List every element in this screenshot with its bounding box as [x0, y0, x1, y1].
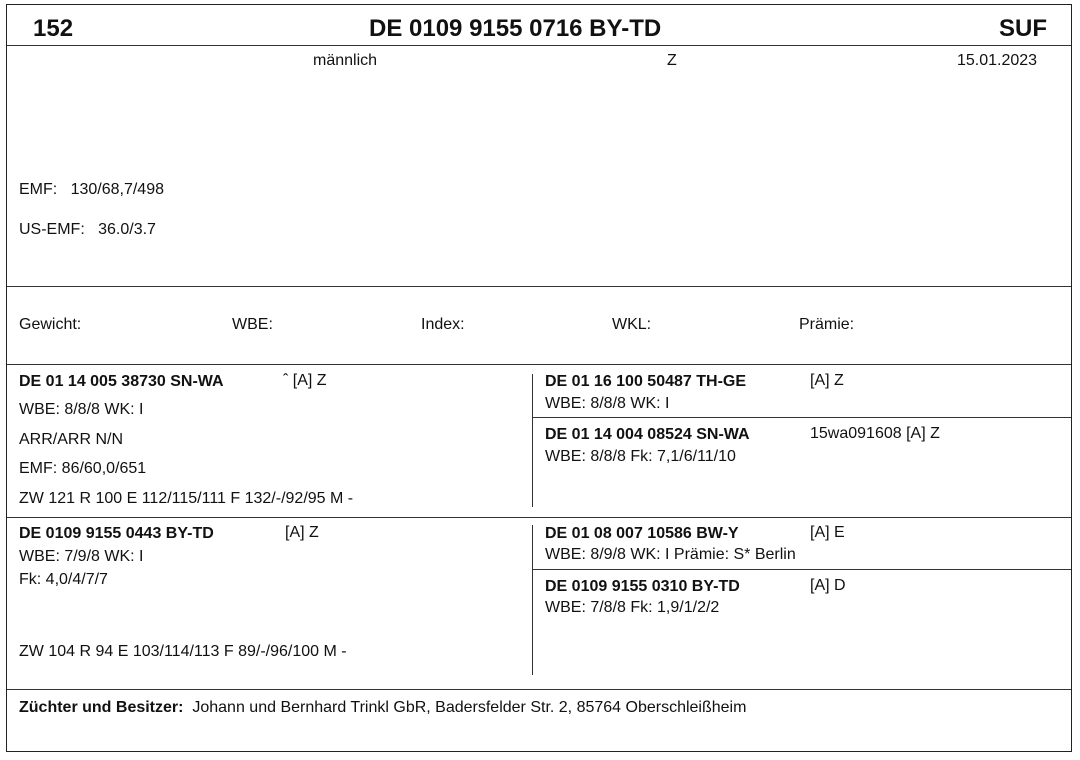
dam-column-divider: [532, 525, 533, 675]
sire-id: DE 01 14 005 38730 SN-WA: [19, 373, 224, 390]
breeder-value: Johann und Bernhard Trinkl GbR, Badersfelder Str. 2, 85764 Oberschleißheim: [192, 699, 747, 716]
sex-label: männlich: [313, 52, 378, 69]
sire-dam-section-divider: [7, 517, 1071, 518]
emf-label: EMF:: [19, 181, 58, 198]
sire-column-divider: [532, 374, 533, 507]
wkl-label: WKL:: [612, 316, 652, 333]
breeder-label: Züchter und Besitzer:: [19, 699, 184, 716]
wbe-label: WBE:: [232, 316, 273, 333]
dam-sire-wbe: WBE: 8/9/8 WK: I Prämie: S* Berlin: [545, 546, 796, 563]
animal-id: DE 0109 9155 0716 BY-TD: [369, 15, 662, 42]
sire-dam-wbe: WBE: 8/8/8 Fk: 7,1/6/11/10: [545, 448, 736, 465]
breed-code: SUF: [999, 15, 1047, 42]
weight-label: Gewicht:: [19, 316, 82, 333]
dam-fk: Fk: 4,0/4/7/7: [19, 571, 108, 588]
us-emf-row: [19, 221, 156, 239]
catalog-number: 152: [33, 15, 74, 42]
us-emf-value: 36.0/3.7: [98, 221, 156, 238]
sire-sire-tags: [A] Z: [810, 372, 844, 389]
breeder-divider: [7, 689, 1071, 690]
emf-divider: [7, 286, 1071, 287]
sire-breeding-values: ZW 121 R 100 E 112/115/111 F 132/-/92/95 M -: [19, 490, 354, 507]
emf-value: 130/68,7/498: [70, 181, 164, 198]
header-divider: [7, 45, 1071, 46]
z-marker: Z: [667, 52, 677, 69]
dam-wbe: WBE: 7/9/8 WK: I: [19, 548, 144, 565]
metrics-divider: [7, 364, 1071, 365]
pedigree-card: [6, 4, 1072, 752]
date-label: 15.01.2023: [957, 52, 1038, 69]
breeder-row: [19, 699, 746, 717]
sire-genotype: ARR/ARR N/N: [19, 431, 124, 448]
dam-tags: [A] Z: [285, 524, 319, 541]
dam-dam-tags: [A] D: [810, 577, 846, 594]
sire-sire-wbe: WBE: 8/8/8 WK: I: [545, 395, 670, 412]
dam-sire-tags: [A] E: [810, 524, 845, 541]
dam-id: DE 0109 9155 0443 BY-TD: [19, 525, 214, 542]
sire-dam-id: DE 01 14 004 08524 SN-WA: [545, 426, 750, 443]
dam-dam-id: DE 0109 9155 0310 BY-TD: [545, 578, 740, 595]
index-label: Index:: [421, 316, 465, 333]
sire-wbe: WBE: 8/8/8 WK: I: [19, 401, 144, 418]
sire-sire-id: DE 01 16 100 50487 TH-GE: [545, 373, 747, 390]
sire-dam-tags: 15wa091608 [A] Z: [810, 425, 940, 442]
emf-row: [19, 181, 164, 199]
dam-parents-divider: [532, 569, 1071, 570]
sire-tags: ˆ [A] Z: [283, 372, 327, 389]
us-emf-label: US-EMF:: [19, 221, 85, 238]
dam-dam-wbe: WBE: 7/8/8 Fk: 1,9/1/2/2: [545, 599, 720, 616]
dam-sire-id: DE 01 08 007 10586 BW-Y: [545, 525, 739, 542]
sire-emf: EMF: 86/60,0/651: [19, 460, 147, 477]
praemie-label: Prämie:: [799, 316, 855, 333]
sire-parents-divider: [532, 417, 1071, 418]
dam-breeding-values: ZW 104 R 94 E 103/114/113 F 89/-/96/100 M -: [19, 643, 347, 660]
